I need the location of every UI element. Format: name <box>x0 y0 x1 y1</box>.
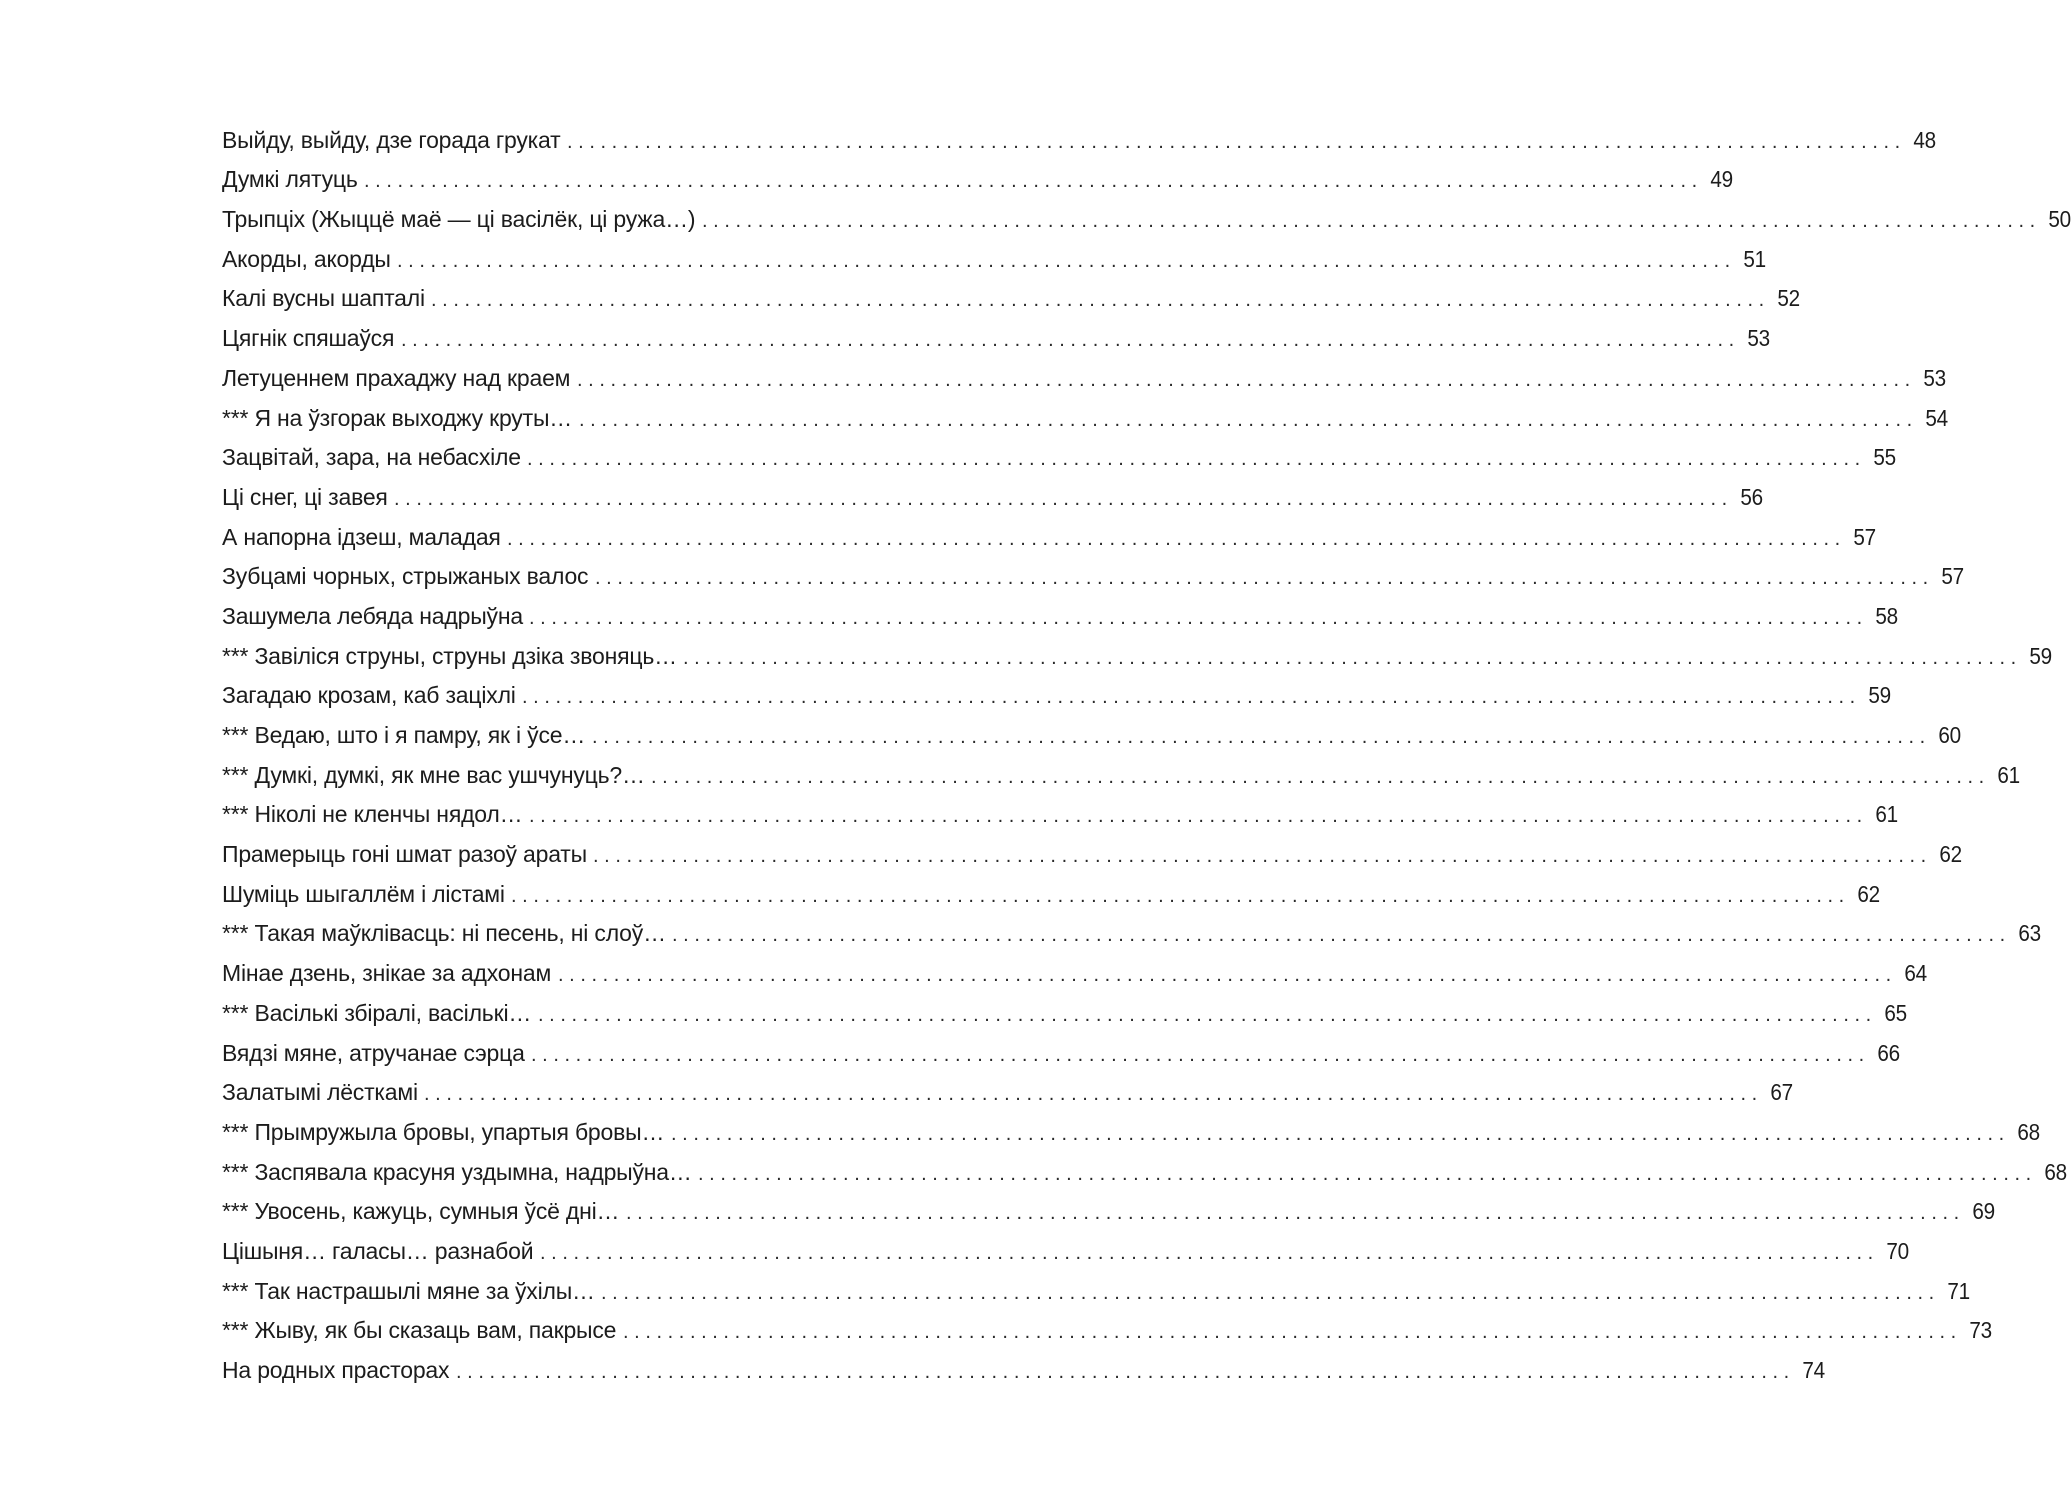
toc-entry[interactable] <box>222 1233 1909 1273</box>
toc-entry-page: 71 <box>1947 1277 1970 1304</box>
dot-leader: ........................................................................................................................ <box>431 289 1770 312</box>
toc-entry[interactable] <box>222 201 2071 241</box>
table-of-contents <box>222 122 2071 1392</box>
toc-entry-page: 61 <box>1997 761 2020 788</box>
dot-leader: ........................................................................................................................ <box>507 527 1846 550</box>
toc-entry-title: Зубцамі чорных, стрыжаных валос <box>222 563 589 590</box>
toc-entry-page: 64 <box>1904 960 1927 987</box>
toc-entry-page: 59 <box>1868 682 1891 709</box>
toc-entry[interactable] <box>222 876 1880 916</box>
toc-entry-title: *** Увосень, кажуць, сумныя ўсё дні… <box>222 1198 620 1225</box>
toc-entry-title: Калі вусны шапталі <box>222 285 425 312</box>
toc-entry-title: Шуміць шыгаллём і лістамі <box>222 880 505 907</box>
toc-entry[interactable] <box>222 797 1898 837</box>
toc-entry[interactable] <box>222 1035 1900 1075</box>
toc-entry-title: *** Заспявала красуня уздымна, надрыўна… <box>222 1158 692 1185</box>
toc-entry[interactable] <box>222 717 1961 757</box>
toc-entry-title: Цішыня… галасы… разнабой <box>222 1237 534 1264</box>
dot-leader: ........................................................................................................................ <box>511 884 1850 907</box>
toc-entry-page: 61 <box>1875 801 1898 828</box>
toc-entry[interactable] <box>222 1075 1793 1115</box>
toc-entry-title: Трыпціх (Жыццё маё — ці васілёк, ці ружа…) <box>222 206 696 233</box>
toc-entry-page: 53 <box>1747 325 1770 352</box>
toc-entry-page: 67 <box>1770 1079 1793 1106</box>
toc-entry[interactable] <box>222 1114 2040 1154</box>
toc-entry-title: *** Завіліся струны, струны дзіка звоняць… <box>222 642 677 669</box>
toc-entry-title: *** Прымружыла бровы, упартыя бровы… <box>222 1118 665 1145</box>
dot-leader: ........................................................................................................................ <box>623 1321 1962 1344</box>
toc-entry-page: 50 <box>2048 206 2071 233</box>
toc-entry-page: 60 <box>1938 722 1961 748</box>
toc-entry-page: 68 <box>2017 1118 2040 1145</box>
toc-entry-title: *** Ведаю, што і я памру, як і ўсе… <box>222 722 586 748</box>
dot-leader: ........................................................................................................................ <box>672 924 2011 947</box>
dot-leader: ........................................................................................................................ <box>558 964 1897 987</box>
toc-entry-title: Залатымі лёсткамі <box>222 1079 418 1106</box>
toc-entry-page: 70 <box>1886 1237 1909 1264</box>
dot-leader: ........................................................................................................................ <box>671 1122 2010 1145</box>
dot-leader: ........................................................................................................................ <box>397 249 1736 272</box>
toc-entry-title: Прамерыць гоні шмат разоў араты <box>222 841 587 868</box>
toc-entry[interactable] <box>222 757 2020 797</box>
dot-leader: ........................................................................................................................ <box>401 329 1740 352</box>
toc-entry[interactable] <box>222 281 1800 321</box>
dot-leader: ........................................................................................................................ <box>531 1043 1870 1066</box>
toc-entry-title: Думкі лятуць <box>222 166 358 193</box>
toc-entry-page: 49 <box>1710 166 1733 193</box>
toc-entry-page: 69 <box>1972 1198 1995 1225</box>
dot-leader: ........................................................................................................................ <box>529 606 1868 629</box>
toc-entry-title: Загадаю крозам, каб заціхлі <box>222 682 516 709</box>
dot-leader: ........................................................................................................................ <box>522 686 1861 709</box>
toc-entry-title: Выйду, выйду, дзе горада грукат <box>222 126 561 153</box>
toc-entry[interactable] <box>222 1154 2067 1194</box>
toc-entry-page: 58 <box>1875 602 1898 629</box>
dot-leader: ........................................................................................................................ <box>579 408 1918 431</box>
toc-entry[interactable] <box>222 519 1876 559</box>
toc-entry-page: 62 <box>1857 880 1880 907</box>
toc-entry-title: Акорды, акорды <box>222 245 391 272</box>
toc-entry-title: Ці снег, ці завея <box>222 483 388 510</box>
toc-entry[interactable] <box>222 320 1770 360</box>
dot-leader: ........................................................................................................................ <box>698 1162 2037 1185</box>
toc-entry-page: 54 <box>1925 404 1948 431</box>
dot-leader: ........................................................................................................................ <box>601 1281 1940 1304</box>
toc-entry[interactable] <box>222 559 1964 599</box>
toc-entry-title: *** Думкі, думкі, як мне вас ушчунуць?… <box>222 761 645 788</box>
toc-entry[interactable] <box>222 162 1733 202</box>
toc-entry-title: *** Жыву, як бы сказаць вам, пакрысе <box>222 1317 617 1344</box>
dot-leader: ........................................................................................................................ <box>529 805 1868 828</box>
toc-entry-title: Цягнік спяшаўся <box>222 325 395 352</box>
toc-entry-page: 62 <box>1939 841 1962 868</box>
dot-leader: ........................................................................................................................ <box>592 726 1931 748</box>
toc-entry[interactable] <box>222 440 1896 480</box>
toc-entry[interactable] <box>222 1313 1992 1353</box>
toc-entry[interactable] <box>222 1273 1970 1313</box>
dot-leader: ........................................................................................................................ <box>702 210 2041 233</box>
toc-entry-page: 56 <box>1740 483 1763 510</box>
toc-entry[interactable] <box>222 400 1948 440</box>
dot-leader: ........................................................................................................................ <box>593 845 1932 868</box>
toc-entry[interactable] <box>222 995 1907 1035</box>
dot-leader: ........................................................................................................................ <box>577 368 1916 391</box>
toc-entry[interactable] <box>222 678 1891 718</box>
dot-leader: ........................................................................................................................ <box>538 1003 1877 1026</box>
toc-entry-page: 73 <box>1969 1317 1992 1344</box>
dot-leader: ........................................................................................................................ <box>364 170 1703 193</box>
toc-entry-title: *** Васількі збіралі, васількі… <box>222 999 532 1026</box>
toc-entry-page: 74 <box>1802 1357 1825 1383</box>
toc-entry-page: 48 <box>1913 126 1936 153</box>
toc-entry-title: Мінае дзень, знікае за адхонам <box>222 960 552 987</box>
toc-entry-page: 68 <box>2044 1158 2067 1185</box>
dot-leader: ........................................................................................................................ <box>456 1361 1795 1383</box>
toc-entry[interactable] <box>222 836 1962 876</box>
dot-leader: ........................................................................................................................ <box>595 567 1934 590</box>
toc-entry[interactable] <box>222 360 1946 400</box>
toc-entry-page: 55 <box>1873 444 1896 471</box>
toc-entry-title: Летуценнем прахаджу над краем <box>222 364 571 391</box>
dot-leader: ........................................................................................................................ <box>540 1241 1879 1264</box>
toc-entry-page: 66 <box>1877 1039 1900 1066</box>
toc-entry[interactable] <box>222 479 1763 519</box>
toc-entry[interactable] <box>222 241 1766 281</box>
dot-leader: ........................................................................................................................ <box>567 130 1906 153</box>
toc-entry-page: 63 <box>2018 920 2041 947</box>
toc-entry-page: 57 <box>1941 563 1964 590</box>
toc-entry-title: На родных прасторах <box>222 1357 450 1383</box>
dot-leader: ........................................................................................................................ <box>626 1202 1965 1225</box>
toc-entry[interactable] <box>222 916 2041 956</box>
toc-entry-title: *** Так настрашылі мяне за ўхілы… <box>222 1277 595 1304</box>
toc-entry-title: Зацвітай, зара, на небасхіле <box>222 444 521 471</box>
toc-entry[interactable] <box>222 122 1936 162</box>
toc-entry-page: 57 <box>1853 523 1876 550</box>
toc-entry[interactable] <box>222 1194 1995 1234</box>
toc-entry[interactable] <box>222 955 1927 995</box>
toc-entry-title: *** Такая маўклівасць: ні песень, ні слоў… <box>222 920 666 947</box>
toc-entry[interactable] <box>222 598 1898 638</box>
toc-entry-title: *** Ніколі не кленчы нядол… <box>222 801 523 828</box>
dot-leader: ........................................................................................................................ <box>424 1083 1763 1106</box>
toc-entry-page: 59 <box>2029 642 2052 669</box>
dot-leader: ........................................................................................................................ <box>683 646 2022 669</box>
dot-leader: ........................................................................................................................ <box>527 448 1866 471</box>
toc-entry[interactable] <box>222 1352 1825 1392</box>
toc-entry-page: 52 <box>1777 285 1800 312</box>
toc-entry-page: 53 <box>1923 364 1946 391</box>
toc-entry-title: *** Я на ўзгорак выходжу круты… <box>222 404 573 431</box>
dot-leader: ........................................................................................................................ <box>651 765 1990 788</box>
toc-entry[interactable] <box>222 638 2052 678</box>
dot-leader: ........................................................................................................................ <box>394 487 1733 510</box>
toc-entry-page: 51 <box>1743 245 1766 272</box>
toc-entry-title: Зашумела лебяда надрыўна <box>222 602 523 629</box>
toc-entry-title: А напорна ідзеш, маладая <box>222 523 501 550</box>
toc-entry-title: Вядзі мяне, атручанае сэрца <box>222 1039 525 1066</box>
toc-entry-page: 65 <box>1884 999 1907 1026</box>
